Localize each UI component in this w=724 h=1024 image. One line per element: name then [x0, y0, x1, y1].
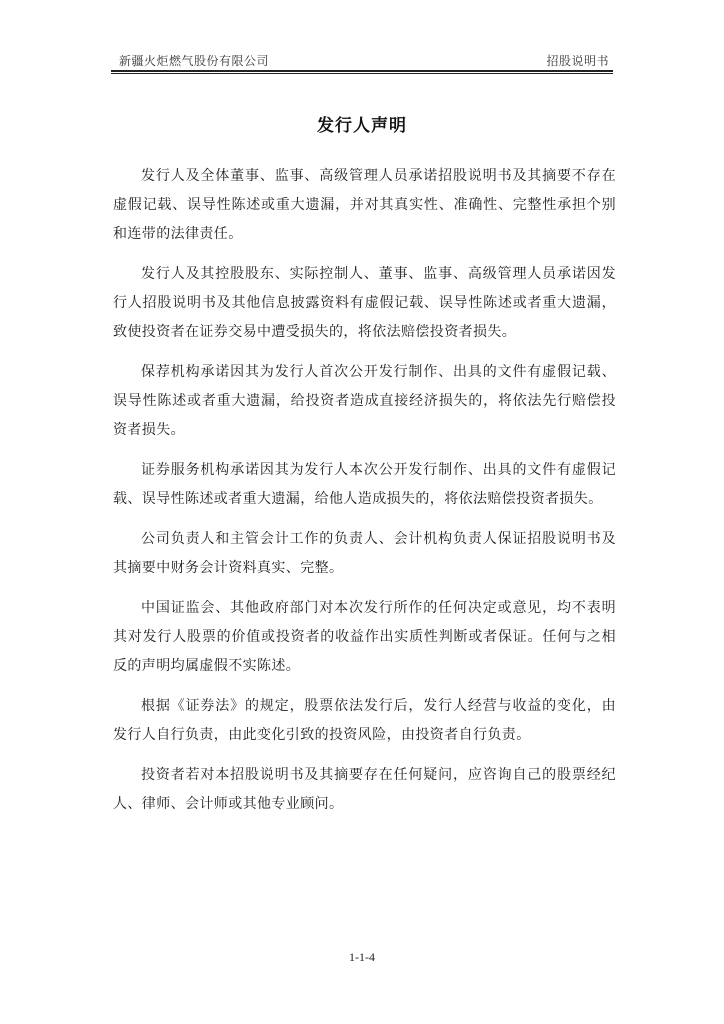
paragraph-csrc-disclaimer: 中国证监会、其他政府部门对本次发行所作的任何决定或意见，均不表明其对发行人股票的价值或投资者的收益作出实质性判断或者保证。任何与之相反的声明均属虚假不实陈述。	[113, 600, 616, 674]
paragraph-service-agency-commitment: 证券服务机构承诺因其为发行人本次公开发行制作、出具的文件有虚假记载、误导性陈述或者重大遗漏，给他人造成损失的，将依法赔偿投资者损失。	[113, 462, 616, 507]
paragraph-sponsor-commitment: 保荐机构承诺因其为发行人首次公开发行制作、出具的文件有虚假记载、误导性陈述或者重大遗漏，给投资者造成直接经济损失的，将依法先行赔偿投资者损失。	[113, 364, 616, 438]
header-company-name: 新疆火炬燃气股份有限公司	[119, 54, 270, 68]
paragraph-controller-commitment: 发行人及其控股股东、实际控制人、董事、监事、高级管理人员承诺因发行人招股说明书及其他信息披露资料有虚假记载、误导性陈述或者重大遗漏，致使投资者在证券交易中遭受损失的，将依法赔偿投资者损失。	[113, 266, 616, 340]
section-title: 发行人声明	[317, 116, 407, 136]
page-header	[111, 50, 613, 70]
paragraph-investor-advice: 投资者若对本招股说明书及其摘要存在任何疑问，应咨询自己的股票经纪人、律师、会计师或其他专业顾问。	[113, 767, 616, 812]
header-rule-thin	[111, 73, 613, 74]
paragraph-issuer-commitment: 发行人及全体董事、监事、高级管理人员承诺招股说明书及其摘要不存在虚假记载、误导性陈述或重大遗漏，并对其真实性、准确性、完整性承担个别和连带的法律责任。	[113, 168, 616, 242]
paragraph-securities-law: 根据《证券法》的规定，股票依法发行后，发行人经营与收益的变化，由发行人自行负责，由此变化引致的投资风险，由投资者自行负责。	[113, 698, 616, 743]
header-rule-thick	[111, 70, 613, 72]
paragraph-accounting-guarantee: 公司负责人和主管会计工作的负责人、会计机构负责人保证招股说明书及其摘要中财务会计资料真实、完整。	[113, 531, 616, 576]
page-number: 1-1-4	[349, 950, 375, 964]
header-document-type: 招股说明书	[546, 54, 609, 68]
statement-body	[113, 162, 616, 830]
